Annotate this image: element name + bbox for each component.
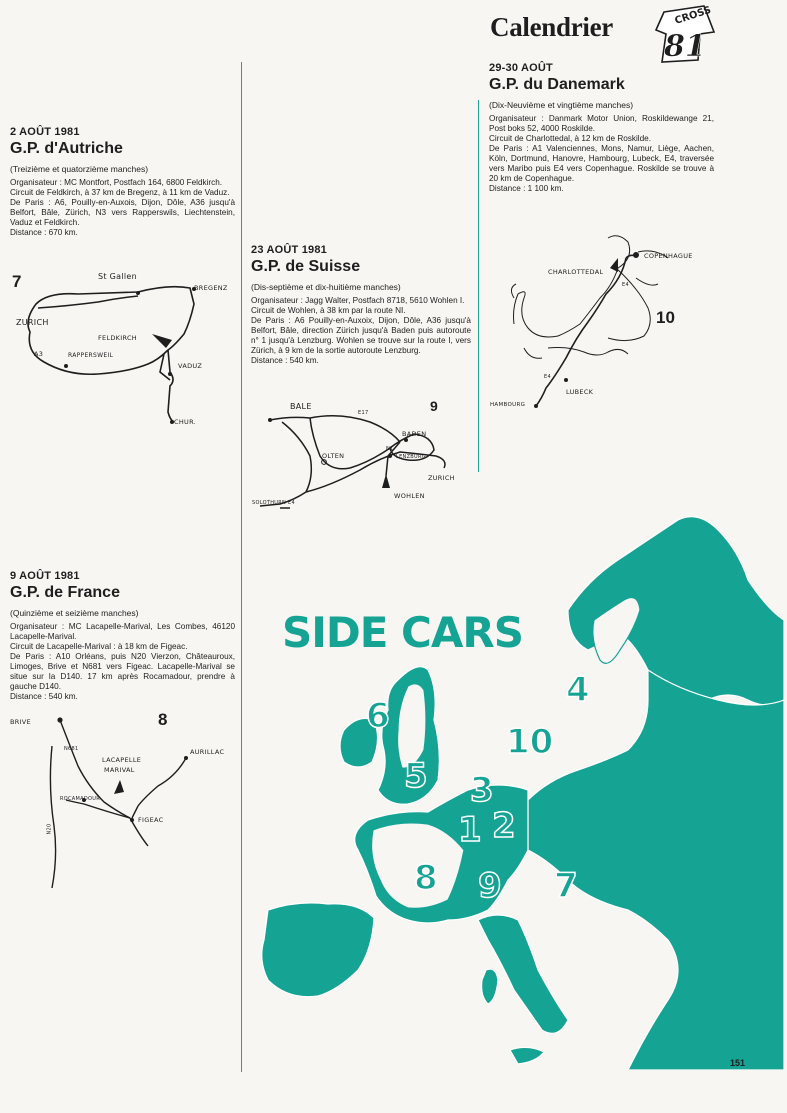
- side-cars-title: SIDE CARS: [282, 608, 523, 657]
- map-label: LACAPELLE: [102, 756, 142, 764]
- event-rounds: (Dis-septième et dix-huitième manches): [251, 282, 401, 292]
- event-autriche: [10, 126, 235, 238]
- map-label: BREGENZ: [194, 284, 228, 292]
- column-divider-right: [478, 100, 479, 472]
- page-header: [490, 4, 780, 62]
- map-number: 7: [12, 272, 22, 291]
- page-title: Calendrier: [490, 12, 613, 42]
- map-france: [8, 706, 238, 896]
- europe-map-number: 3: [470, 770, 494, 810]
- map-label: HAMBOURG: [490, 402, 526, 408]
- map-label: SOLOTHURN: [252, 500, 287, 506]
- map-danemark: [488, 228, 728, 438]
- map-label: St Gallen: [98, 272, 137, 281]
- event-date: 29-30 AOÛT: [489, 62, 553, 74]
- event-paragraph: Circuit de Lacapelle-Marival : à 18 km de Figeac.: [10, 642, 188, 651]
- event-paragraph: De Paris : A10 Orléans, puis N20 Vierzon, Châteauroux, Limoges, Brive et N681 vers Figeac. Lacapelle-Marival se situe sur la D140. 17 km après Rocamadour, prendre à gauche D140.: [10, 652, 235, 691]
- map-number: 8: [158, 710, 168, 729]
- event-paragraph: Circuit de Feldkirch, à 37 km de Bregenz, à 11 km de Vaduz.: [10, 188, 230, 197]
- map-label: BRIVE: [10, 718, 31, 726]
- map-label: N681: [64, 746, 79, 752]
- event-paragraph: De Paris : A1 Valenciennes, Mons, Namur, Liège, Aachen, Köln, Dortmund, Hanovre, Hambourg, Lubeck, E4, traversée vers Maribo puis E4 vers Copenhague. Roskilde se trouve à 20 km de Copenhague.: [489, 144, 714, 183]
- europe-map-number: 10: [506, 722, 554, 762]
- europe-map-section: [248, 500, 784, 1070]
- europe-map-number: 5: [404, 756, 428, 796]
- event-paragraph: Distance : 540 km.: [10, 692, 78, 701]
- map-number: 10: [656, 308, 675, 327]
- event-paragraph: Organisateur : MC Montfort, Postfach 164, 6800 Feldkirch.: [10, 178, 223, 187]
- event-details: [489, 114, 714, 194]
- column-divider-left: [241, 62, 242, 1072]
- event-france: [10, 570, 235, 702]
- event-name: G.P. de Suisse: [251, 258, 361, 275]
- cross81-logo: [642, 4, 718, 64]
- map-label: ZURICH: [16, 318, 49, 327]
- event-details: [10, 622, 235, 702]
- event-suisse: [251, 244, 471, 366]
- event-details: [251, 296, 471, 366]
- map-label: AURILLAC: [190, 748, 225, 756]
- map-label: E4: [288, 500, 295, 506]
- map-suisse: [250, 396, 475, 516]
- europe-map-number: 4: [566, 670, 590, 710]
- map-label: N1: [386, 446, 394, 452]
- europe-map-number: 9: [478, 866, 502, 906]
- event-name: G.P. d'Autriche: [10, 140, 123, 157]
- event-name: G.P. du Danemark: [489, 76, 625, 93]
- event-rounds: (Treizième et quatorzième manches): [10, 164, 149, 174]
- map-france-sketch: [8, 706, 238, 896]
- map-label: BADEN: [402, 430, 427, 438]
- map-label: ZURICH: [428, 474, 455, 482]
- europe-map-number: 2: [492, 806, 516, 846]
- event-paragraph: De Paris : A6, Pouilly-en-Auxois, Dijon, Dôle, A36 jusqu'à Belfort, Bâle, Zürich, N3 vers Rapperswils, Liechtenstein, Vaduz et Feldkirch.: [10, 198, 235, 227]
- event-rounds: (Quinzième et seizième manches): [10, 608, 139, 618]
- event-paragraph: Distance : 1 100 km.: [489, 184, 564, 193]
- europe-map-number: 7: [554, 866, 578, 906]
- map-label: LENZBURG: [396, 454, 426, 460]
- map-label: ROCAMADOUR: [60, 796, 100, 802]
- map-label: LUBECK: [566, 388, 594, 396]
- map-label: MARIVAL: [104, 766, 135, 774]
- event-date: 9 AOÛT 1981: [10, 570, 80, 582]
- europe-map-number: 6: [366, 696, 390, 736]
- map-label: E4: [544, 374, 551, 380]
- map-label: RAPPERSWEIL: [68, 352, 114, 359]
- europe-map-number: 1: [458, 810, 482, 850]
- map-label: BALE: [290, 402, 312, 411]
- map-label: CHARLOTTEDAL: [548, 268, 604, 276]
- event-paragraph: Distance : 540 km.: [251, 356, 319, 365]
- event-paragraph: Distance : 670 km.: [10, 228, 78, 237]
- map-label: WOHLEN: [394, 492, 425, 500]
- map-label: N20: [46, 823, 53, 835]
- event-details: [10, 178, 235, 238]
- event-paragraph: Organisateur : Jagg Walter, Postfach 8718, 5610 Wohlen I.: [251, 296, 465, 305]
- map-autriche: [8, 262, 233, 432]
- event-rounds: (Dix-Neuvième et vingtième manches): [489, 100, 634, 110]
- map-number: 9: [430, 398, 438, 414]
- map-label: FIGEAC: [138, 816, 164, 824]
- event-paragraph: Circuit de Wohlen, à 38 km par la route NI.: [251, 306, 406, 315]
- event-name: G.P. de France: [10, 584, 120, 601]
- europe-map-number: 8: [414, 858, 438, 898]
- event-paragraph: Circuit de Charlottedal, à 12 km de Roskilde.: [489, 134, 652, 143]
- map-label: A3: [34, 350, 44, 358]
- map-label: E4: [622, 282, 629, 288]
- event-date: 2 AOÛT 1981: [10, 126, 80, 138]
- event-paragraph: Organisateur : Danmark Motor Union, Roskildewange 21, Post boks 52, 4000 Roskilde.: [489, 114, 714, 133]
- map-label: VADUZ: [178, 362, 203, 370]
- europe-map: [248, 500, 784, 1070]
- map-label: OLTEN: [322, 452, 345, 460]
- event-paragraph: Organisateur : MC Lacapelle-Marival, Les Combes, 46120 Lacapelle-Marival.: [10, 622, 235, 641]
- map-label: CHUR.: [174, 418, 197, 426]
- map-label: COPENHAGUE: [644, 252, 693, 260]
- logo-cross-text: CROSS: [673, 4, 713, 27]
- event-date: 23 AOÛT 1981: [251, 244, 327, 256]
- map-label: E17: [358, 410, 369, 416]
- map-label: FELDKIRCH: [98, 334, 137, 342]
- logo-year-text: 81: [664, 29, 706, 64]
- event-paragraph: De Paris : A6 Pouilly-en-Auxoix, Dijon, Dôle, A36 jusqu'à Belfort, Bâle, direction Zürich jusqu'à Baden puis autoroute n° 1 jusqu'à Lenzburg. Wohlen se trouve sur la route I, vers Zürich, à 9 km de la sortie autoroute Lenzburg.: [251, 316, 471, 355]
- event-danemark: [489, 62, 714, 194]
- page-number: 151: [730, 1058, 746, 1068]
